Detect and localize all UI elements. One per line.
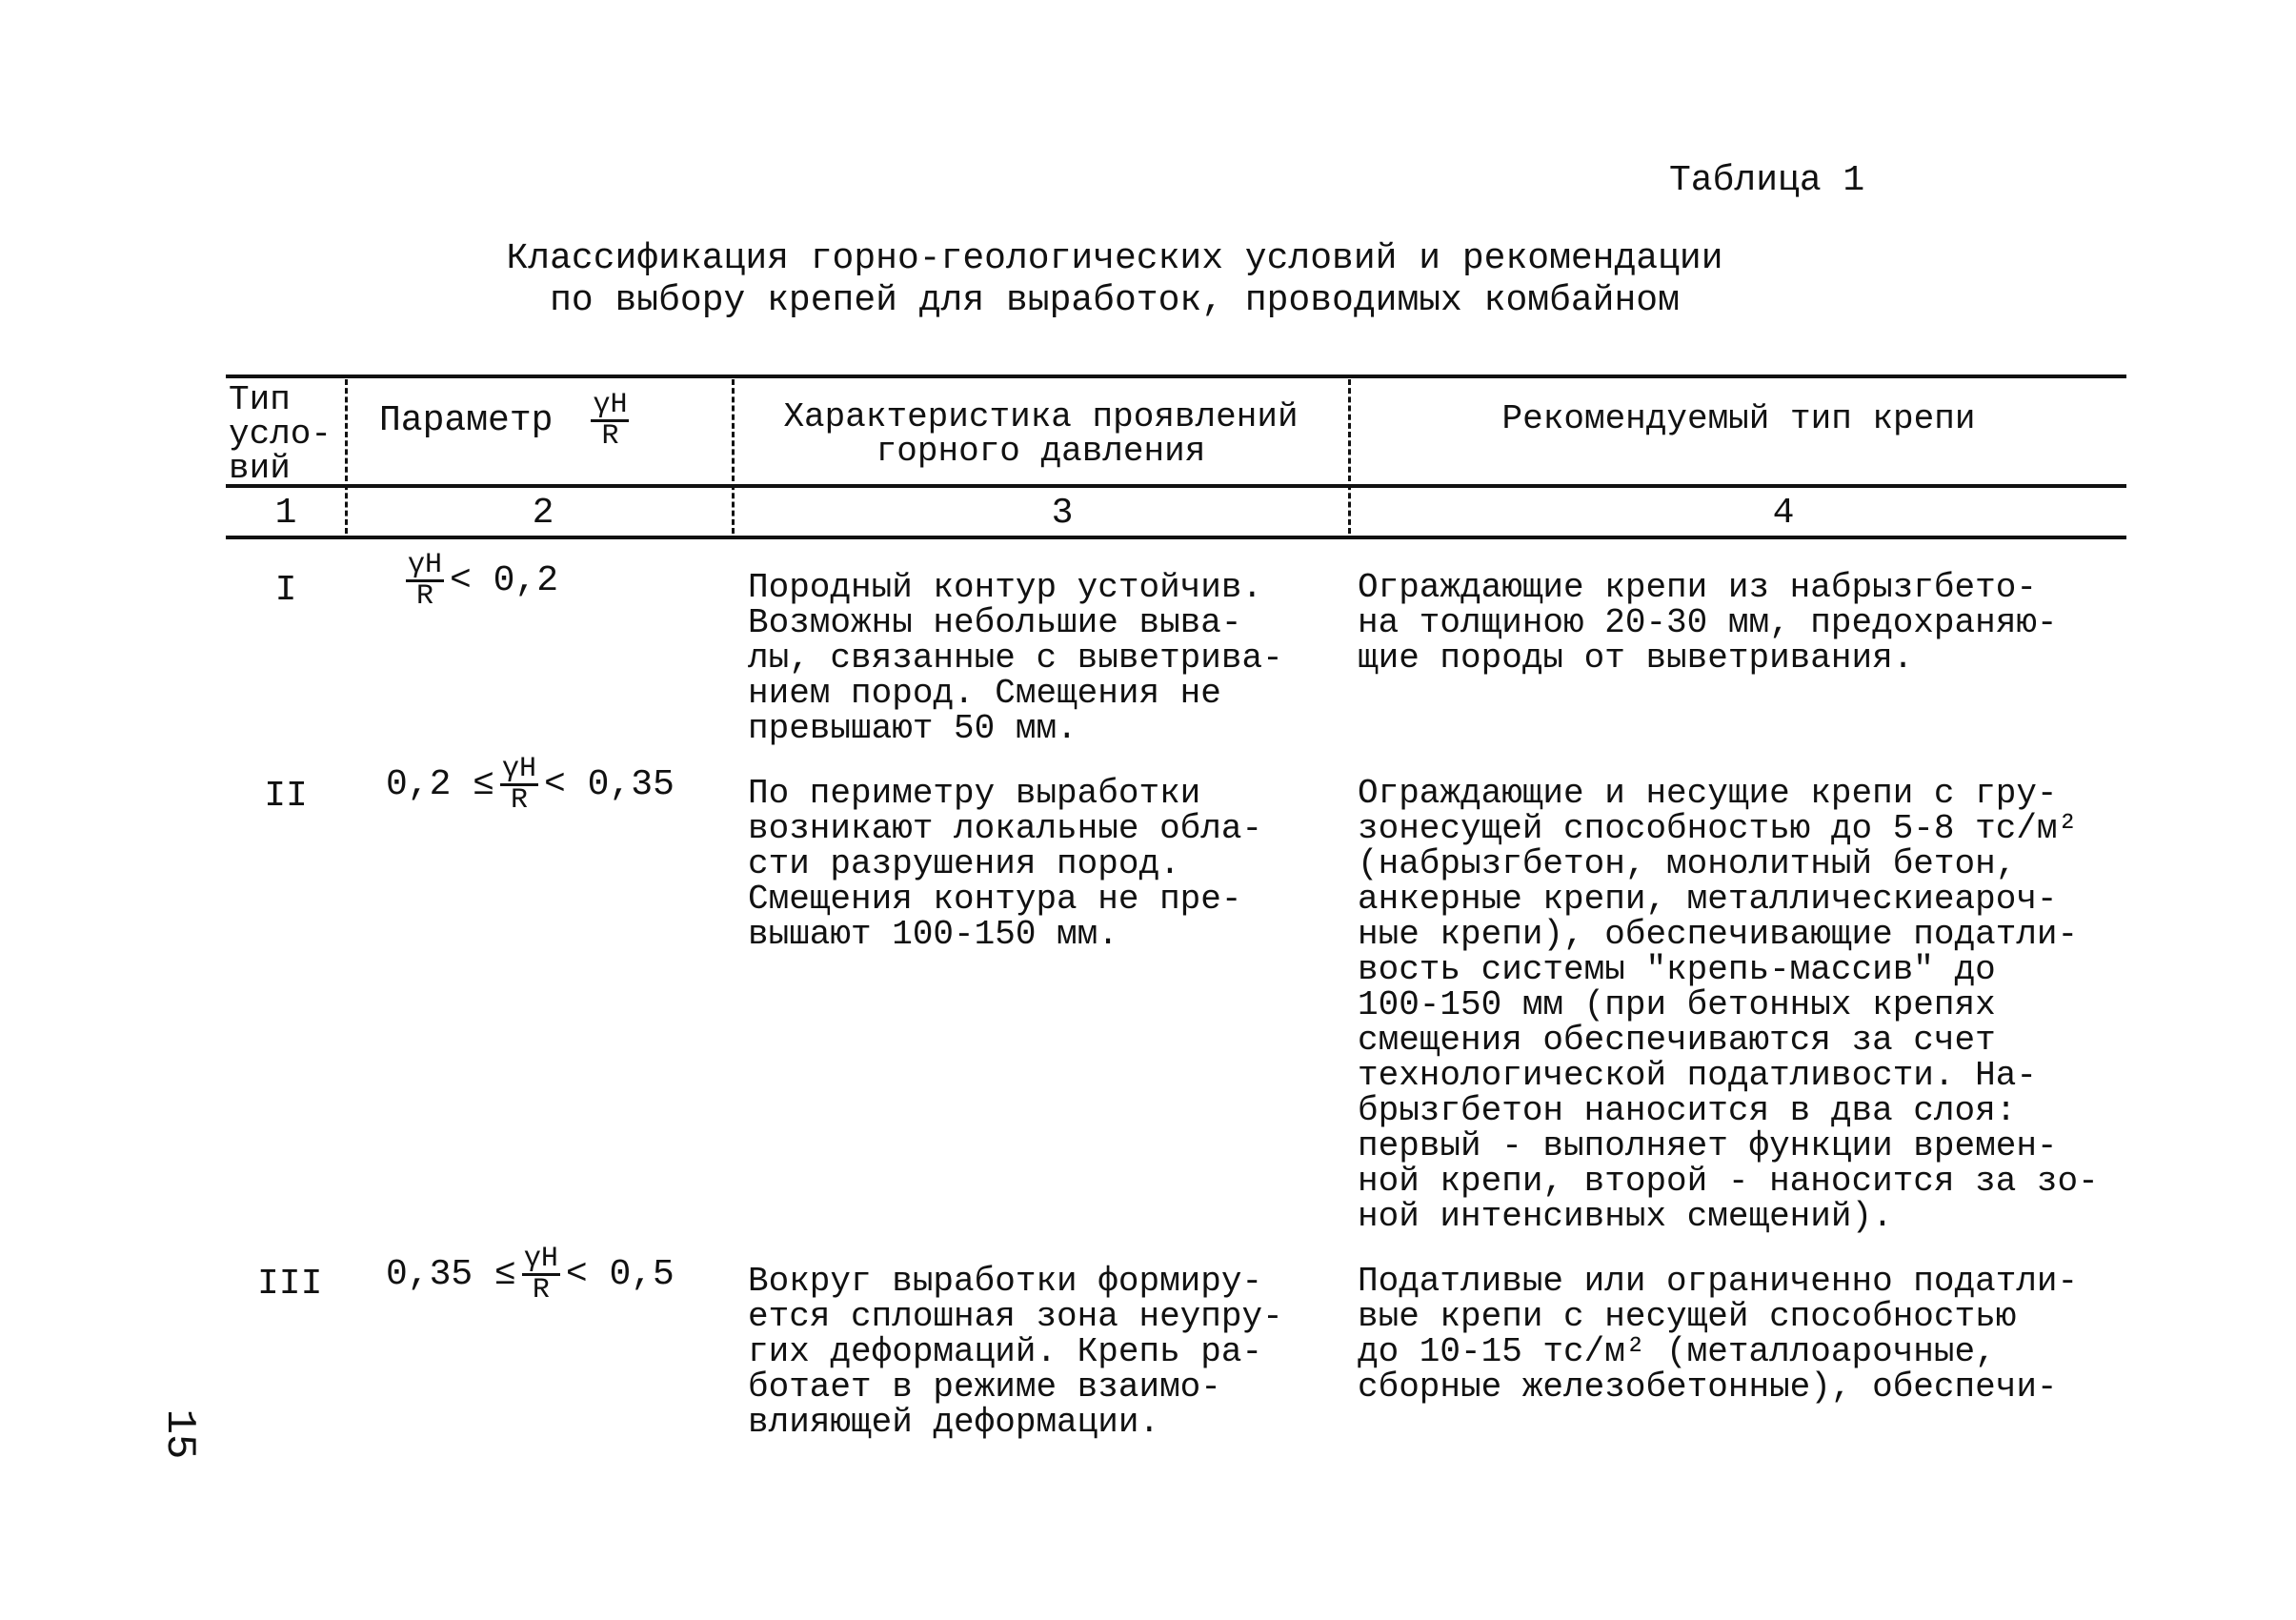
row-3-gamma-h-over-r: [522, 1245, 560, 1305]
col-number-2: 2: [532, 493, 554, 534]
row-1-gamma-h-over-r: [406, 551, 444, 611]
numbering-bottom-rule: [226, 536, 2126, 539]
row-2-recommendation: Ограждающие и несущие крепи с гру- зонесущей способностью до 5-8 тс/м² (набрызгбетон, монолитный бетон, анкерные крепи, металлическиеароч- ные крепи), обеспечивающие податли- вость системы "крепь-массив" до 100-150 мм (при бетонных крепях смещения обеспечиваются за счет технологической податливости. На- брызгбетон наносится в два слоя: первый - выполняет функции времен- ной крепи, второй - наносится за зо- ной интенсивных смещений).: [1358, 774, 2099, 1236]
header-type: Тип усло- вий: [229, 380, 332, 488]
row-3-recommendation: Податливые или ограниченно податли- вые крепи с несущей способностью до 10-15 тс/м² (металлоарочные, сборные железобетонные), обеспечи-: [1358, 1262, 2079, 1407]
row-1-type: I: [274, 570, 297, 611]
row-2-frac-numerator: γH: [502, 753, 537, 785]
row-3-parameter: [386, 1245, 675, 1305]
table-label: Таблица 1: [1669, 160, 1865, 201]
row-1-frac-numerator: γH: [408, 549, 443, 581]
row-2-frac-denominator: R: [511, 784, 529, 817]
row-3-frac-numerator: γH: [523, 1243, 558, 1275]
row-1-recommendation: Ограждающие крепи из набрызгбето- на толщиною 20-30 мм, предохраняю- щие породы от выветривания.: [1358, 568, 2058, 678]
row-1-frac-denominator: R: [416, 580, 434, 613]
table-title: Классификация горно-геологических условий и рекомендации по выбору крепей для выработок, проводимых комбайном: [506, 238, 1723, 321]
header-parameter-label: Параметр: [379, 400, 554, 441]
col-number-3: 3: [1051, 493, 1074, 534]
col-separator-1: [345, 379, 348, 534]
row-1-characteristic: Породный контур устойчив. Возможны небольшие выва- лы, связанные с выветрива- нием пород. Смещения не превышают 50 мм.: [748, 568, 1283, 748]
row-3-characteristic: Вокруг выработки формиру- ется сплошная зона неупру- гих деформаций. Крепь ра- ботает в режиме взаимо- влияющей деформации.: [748, 1262, 1283, 1442]
row-2-parameter: [386, 755, 675, 815]
row-1-param-right: < 0,2: [450, 560, 559, 601]
row-2-gamma-h-over-r: [500, 755, 538, 815]
row-2-param-left: 0,2 ≤: [386, 764, 495, 805]
row-2-type: II: [264, 776, 308, 817]
col-number-4: 4: [1772, 493, 1795, 534]
col-number-1: 1: [274, 493, 297, 534]
col-separator-3: [1348, 379, 1351, 534]
col-separator-2: [732, 379, 735, 534]
header-top-rule: [226, 375, 2126, 378]
row-3-param-right: < 0,5: [565, 1254, 675, 1295]
header-parameter: [379, 391, 634, 451]
page-number: 15: [155, 1408, 203, 1460]
row-3-type: III: [257, 1264, 323, 1305]
row-3-frac-denominator: R: [532, 1274, 550, 1306]
row-2-param-right: < 0,35: [544, 764, 675, 805]
header-recommendation: Рекомендуемый тип крепи: [1501, 399, 1976, 438]
row-2-characteristic: По периметру выработки возникают локальные обла- сти разрушения пород. Смещения контура не пре- вышают 100-150 мм.: [748, 774, 1263, 954]
row-3-param-left: 0,35 ≤: [386, 1254, 516, 1295]
row-1-parameter: [400, 551, 558, 611]
header-frac-numerator: γH: [593, 389, 628, 421]
header-frac-denominator: R: [601, 420, 619, 453]
header-gamma-h-over-r: [591, 391, 629, 451]
header-characteristic: Характеристика проявлений горного давления: [783, 397, 1299, 471]
header-bottom-rule: [226, 484, 2126, 488]
